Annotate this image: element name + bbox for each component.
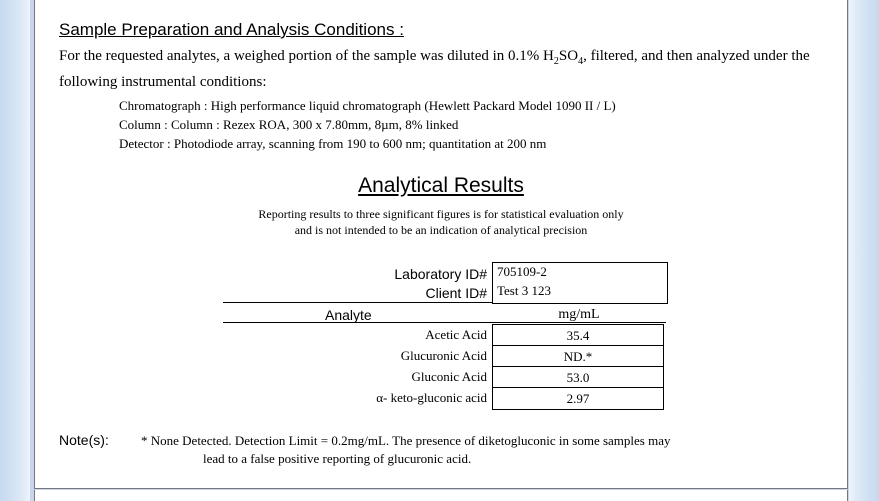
column-header-analyte: Analyte [325, 307, 372, 323]
result-value: 53.0 [493, 367, 663, 388]
formula-subscript-4: 4 [578, 56, 584, 67]
condition-chromatograph: Chromatograph : High performance liquid chromatograph (Hewlett Packard Model 1090 II / L) [119, 98, 616, 113]
results-value-box [492, 324, 664, 410]
intro-text-start: For the requested analytes, a weighed portion of the sample was diluted in 0.1% [59, 48, 544, 64]
note-text [141, 432, 841, 468]
note-line-2: lead to a false positive reporting of glucuronic acid. [203, 451, 472, 466]
next-page-edge [34, 490, 848, 501]
laboratory-id-value: 705109-2 [497, 264, 547, 279]
result-value: 35.4 [493, 325, 663, 346]
analyte-name: Gluconic Acid [411, 369, 487, 384]
result-value: 2.97 [566, 391, 590, 406]
result-value: ND.* [493, 346, 663, 367]
condition-column: Column : Column : Rezex ROA, 300 x 7.80mm, 8µm, 8% linked [119, 117, 459, 132]
left-background-band [0, 0, 30, 501]
id-value-box [492, 262, 668, 304]
analyte-name: Acetic Acid [425, 327, 487, 342]
intro-paragraph [59, 46, 839, 92]
formula-so: SO [558, 48, 579, 64]
right-background-band [849, 0, 879, 501]
column-header-unit: mg/mL [558, 307, 600, 322]
analyte-name: Glucuronic Acid [400, 348, 487, 363]
results-title: Analytical Results [358, 174, 524, 197]
condition-detector: Detector : Photodiode array, scanning from 190 to 600 nm; quantitation at 200 nm [119, 136, 547, 151]
client-id-label: Client ID# [425, 285, 487, 301]
client-id-value: Test 3 123 [497, 283, 551, 298]
analyte-name: α- keto-gluconic acid [376, 390, 487, 405]
id-divider-line [223, 302, 492, 303]
disclaimer-line-1: Reporting results to three significant figures is for statistical evaluation only [258, 207, 624, 221]
disclaimer-line-2: and is not intended to be an indication of analytical precision [294, 223, 588, 237]
intro-text-end: , filtered, and then analyzed under the following instrumental conditions: [59, 48, 810, 90]
laboratory-id-label: Laboratory ID# [394, 266, 487, 282]
formula-subscript-2: 2 [553, 56, 559, 67]
disclaimer [35, 206, 847, 238]
note-line-1: * None Detected. Detection Limit = 0.2mg/mL. The presence of diketogluconic in some samples may [141, 433, 671, 448]
note-label: Note(s): [59, 432, 109, 448]
header-divider-line [223, 322, 666, 323]
document-page [34, 0, 848, 489]
section-heading: Sample Preparation and Analysis Conditions : [59, 20, 404, 39]
formula-h: H [543, 48, 554, 64]
